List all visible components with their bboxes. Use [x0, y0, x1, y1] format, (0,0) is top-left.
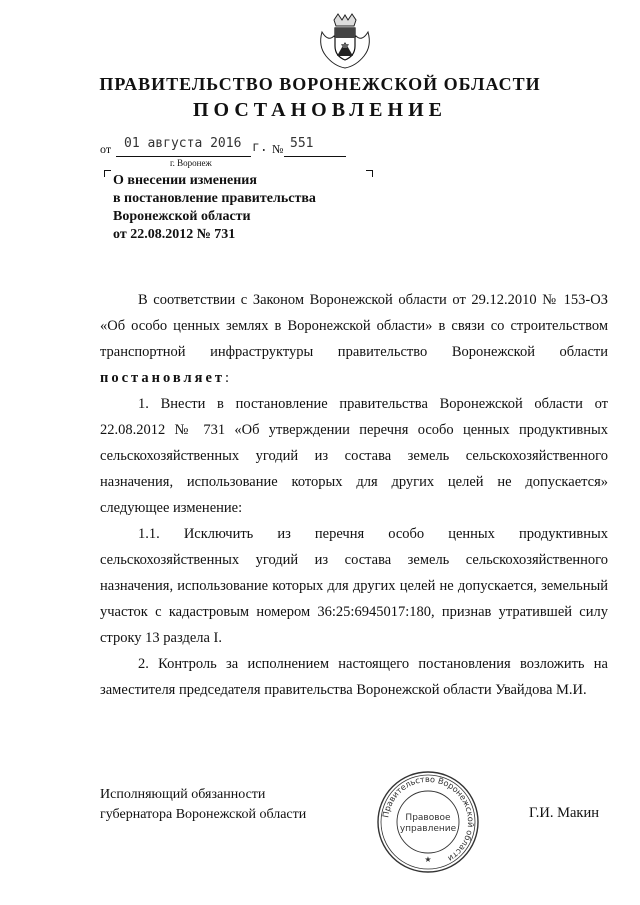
- stamp-center-line-2: управление: [399, 824, 457, 834]
- document-type: ПОСТАНОВЛЕНИЕ: [193, 99, 447, 121]
- item-1-paragraph: [100, 391, 608, 521]
- position-line-2: губернатора Воронежской области: [100, 807, 307, 822]
- organization-title: ПРАВИТЕЛЬСТВО ВОРОНЕЖСКОЙ ОБЛАСТИ: [99, 74, 541, 94]
- stamp-center-line-1: Правовое: [405, 813, 451, 823]
- year-suffix: г.: [252, 140, 268, 155]
- stamp-star-icon: ★: [424, 855, 432, 864]
- signatory-position: [100, 785, 306, 825]
- registration-line: [100, 138, 460, 160]
- voronezh-coat-of-arms-icon: [316, 12, 374, 70]
- item-2-paragraph: [100, 651, 608, 703]
- subject-line: от 22.08.2012 № 731: [113, 227, 236, 242]
- subject-corner-left: [104, 170, 111, 177]
- stamp-ring-text: Правительство Воронежской области: [380, 773, 477, 864]
- date-underline: [116, 156, 251, 157]
- signatory-name: Г.И. Макин: [529, 805, 599, 821]
- subject-line: в постановление правительства: [113, 191, 316, 206]
- from-label: от: [100, 142, 112, 156]
- item-2-text: 2. Контроль за исполнением настоящего постановления возложить на заместителя председателя правительства Воронежской области Увайдова М.И.: [100, 656, 608, 698]
- number-label: №: [272, 142, 284, 156]
- subject-block: [113, 172, 363, 244]
- item-1-1-text: 1.1. Исключить из перечня особо ценных продуктивных сельскохозяйственных угодий из состава земель сельскохозяйственного назначения, использование которых для других целей не допускается, земельный участок с кадастровым номером 36:25:6945017:180, признав утратившей силу строку 13 раздела I.: [100, 526, 608, 646]
- registration-date: 01 августа 2016: [124, 136, 242, 151]
- position-line-1: Исполняющий обязанности: [100, 787, 266, 802]
- number-underline: [284, 156, 346, 157]
- item-1-1-paragraph: [100, 521, 608, 651]
- subject-corner-right: [366, 170, 373, 177]
- registration-number: 551: [290, 136, 314, 151]
- preamble-paragraph: [100, 287, 608, 391]
- subject-line: О внесении изменения: [113, 173, 257, 188]
- preamble-end: :: [225, 370, 230, 386]
- city: г. Воронеж: [170, 158, 212, 168]
- official-stamp: [376, 770, 480, 874]
- decree-word: постановляет: [100, 370, 226, 386]
- preamble-text: В соответствии с Законом Воронежской области от 29.12.2010 № 153-ОЗ «Об особо ценных землях в Воронежской области» в связи со строительством транспортной инфраструктуры правительство Воронежской области: [100, 292, 608, 360]
- subject-line: Воронежской области: [113, 209, 251, 224]
- item-1-text: 1. Внести в постановление правительства Воронежской области от 22.08.2012 № 731 «Об утверждении перечня особо ценных продуктивных сельскохозяйственных угодий из состава земель сельскохозяйственного назначения, использование которых для других целей не допускается» следующее изменение:: [100, 396, 608, 516]
